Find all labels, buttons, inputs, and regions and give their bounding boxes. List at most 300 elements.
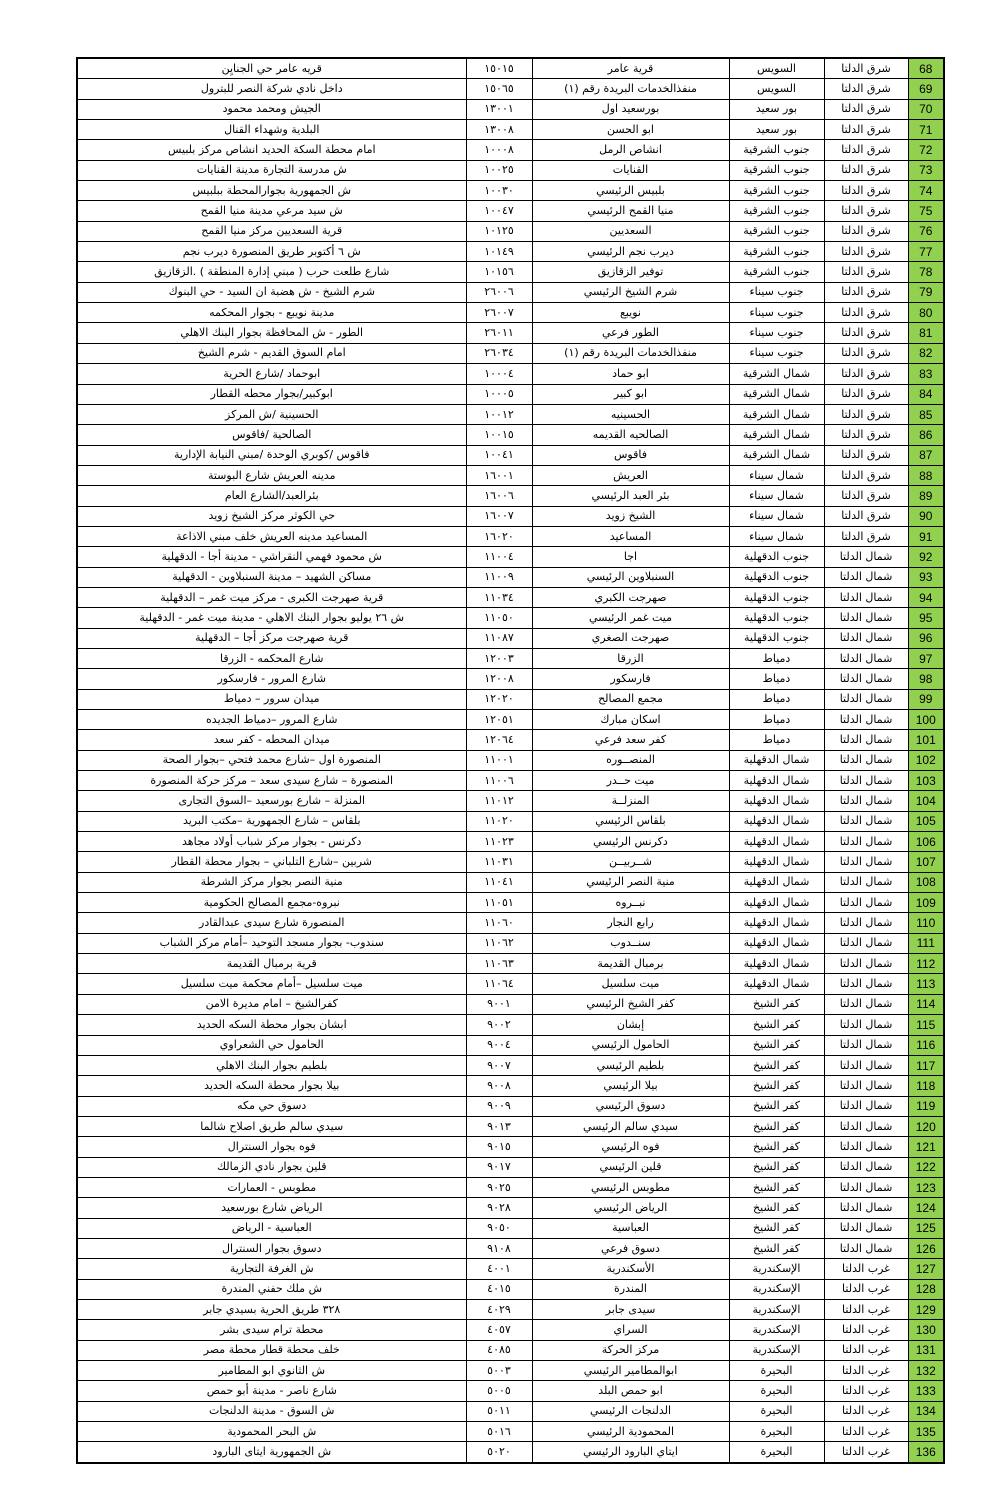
row-number: 115 <box>908 1015 944 1035</box>
area-cell: شمال الشرقية <box>729 445 824 465</box>
region-cell: شرق الدلتا <box>824 343 908 363</box>
office-name-cell: الشيخ زويد <box>532 506 729 526</box>
row-number: 86 <box>908 425 944 445</box>
area-cell: دمياط <box>729 669 824 689</box>
office-name-cell: بلبيس الرئيسي <box>532 181 729 201</box>
address-cell: منية النصر بجوار مركز الشرطة <box>77 872 466 892</box>
office-code-cell: ٩٠٥٠ <box>466 1218 532 1238</box>
office-code-cell: ١٠١٥٦ <box>466 262 532 282</box>
region-cell: شرق الدلتا <box>824 79 908 99</box>
office-code-cell: ١٠٠٠٨ <box>466 140 532 160</box>
office-name-cell: نويبع <box>532 303 729 323</box>
row-number: 120 <box>908 1116 944 1136</box>
table-row <box>77 201 944 221</box>
address-cell: شارع ناصر - مدينة أبو حمص <box>77 1381 466 1401</box>
office-code-cell: ١١٠٦٢ <box>466 933 532 953</box>
region-cell: شرق الدلتا <box>824 506 908 526</box>
region-cell: شمال الدلتا <box>824 567 908 587</box>
office-name-cell: ابو الحسن <box>532 120 729 140</box>
table-row <box>77 486 944 506</box>
address-cell: المنزلة – شارع بورسعيد –السوق التجارى <box>77 791 466 811</box>
office-name-cell: مجمع المصالح <box>532 689 729 709</box>
office-code-cell: ١٥٠١٥ <box>466 58 532 79</box>
table-row <box>77 1076 944 1096</box>
region-cell: شرق الدلتا <box>824 262 908 282</box>
area-cell: جنوب سيناء <box>729 323 824 343</box>
table-row <box>77 242 944 262</box>
area-cell: كفر الشيخ <box>729 1055 824 1075</box>
area-cell: كفر الشيخ <box>729 1218 824 1238</box>
address-cell: امام السوق القديم - شرم الشيخ <box>77 343 466 363</box>
address-cell: بئرالعبد/الشارع العام <box>77 486 466 506</box>
office-code-cell: ٤٠٥٧ <box>466 1320 532 1340</box>
region-cell: شمال الدلتا <box>824 750 908 770</box>
table-row <box>77 1137 944 1157</box>
region-cell: شمال الدلتا <box>824 608 908 628</box>
address-cell: قرية السعديين مركز منيا القمح <box>77 221 466 241</box>
area-cell: الإسكندرية <box>729 1259 824 1279</box>
region-cell: شمال الدلتا <box>824 1218 908 1238</box>
region-cell: شرق الدلتا <box>824 323 908 343</box>
office-code-cell: ٩٠٠٢ <box>466 1015 532 1035</box>
office-code-cell: ١١٠٢٠ <box>466 811 532 831</box>
office-name-cell: ميت غمر الرئيسي <box>532 608 729 628</box>
row-number: 123 <box>908 1177 944 1197</box>
address-cell: الحسينية /ش المركز <box>77 404 466 424</box>
area-cell: دمياط <box>729 689 824 709</box>
address-cell: العباسية - الرياض <box>77 1218 466 1238</box>
row-number: 129 <box>908 1299 944 1319</box>
address-cell: مدينة نويبع - بجوار المحكمه <box>77 303 466 323</box>
table-row <box>77 1035 944 1055</box>
row-number: 72 <box>908 140 944 160</box>
row-number: 108 <box>908 872 944 892</box>
region-cell: شمال الدلتا <box>824 710 908 730</box>
office-name-cell: شرم الشيخ الرئيسي <box>532 282 729 302</box>
office-code-cell: ٩٠٠٤ <box>466 1035 532 1055</box>
area-cell: شمال سيناء <box>729 486 824 506</box>
row-number: 103 <box>908 771 944 791</box>
region-cell: شمال الدلتا <box>824 954 908 974</box>
office-name-cell: السعديين <box>532 221 729 241</box>
area-cell: شمال الشرقية <box>729 364 824 384</box>
address-cell: بلقاس – شارع الجمهورية –مكتب البريد <box>77 811 466 831</box>
row-number: 78 <box>908 262 944 282</box>
address-cell: شربين –شارع التلباني – بجوار محطة القطار <box>77 852 466 872</box>
address-cell: مدينه العريش شارع البوستة <box>77 465 466 485</box>
address-cell: ش ملك حفني المندرة <box>77 1279 466 1299</box>
region-cell: شمال الدلتا <box>824 1096 908 1116</box>
region-cell: شرق الدلتا <box>824 201 908 221</box>
office-code-cell: ١١٠٥٠ <box>466 608 532 628</box>
address-cell: الحامول حي الشعراوي <box>77 1035 466 1055</box>
office-name-cell: سنــدوب <box>532 933 729 953</box>
region-cell: غرب الدلتا <box>824 1442 908 1463</box>
table-row <box>77 669 944 689</box>
table-row <box>77 282 944 302</box>
office-code-cell: ١١٠٦٤ <box>466 974 532 994</box>
office-code-cell: ٤٠٨٥ <box>466 1340 532 1360</box>
office-name-cell: المنزلــة <box>532 791 729 811</box>
area-cell: البحيرة <box>729 1401 824 1421</box>
office-name-cell: صهرجت الكبري <box>532 587 729 607</box>
region-cell: شمال الدلتا <box>824 933 908 953</box>
office-name-cell: الطور فرعي <box>532 323 729 343</box>
area-cell: السويس <box>729 79 824 99</box>
table-row <box>77 791 944 811</box>
area-cell: شمال الشرقية <box>729 404 824 424</box>
region-cell: غرب الدلتا <box>824 1320 908 1340</box>
row-number: 87 <box>908 445 944 465</box>
area-cell: جنوب الدقهلية <box>729 608 824 628</box>
address-cell: بيلا بجوار محطة السكه الحديد <box>77 1076 466 1096</box>
area-cell: السويس <box>729 58 824 79</box>
office-name-cell: الرياض الرئيسي <box>532 1198 729 1218</box>
row-number: 90 <box>908 506 944 526</box>
table-row <box>77 445 944 465</box>
office-code-cell: ١١٠٠١ <box>466 750 532 770</box>
office-code-cell: ١٠٠٠٥ <box>466 384 532 404</box>
area-cell: جنوب الشرقية <box>729 140 824 160</box>
region-cell: شمال الدلتا <box>824 1116 908 1136</box>
table-row <box>77 913 944 933</box>
region-cell: شمال الدلتا <box>824 1238 908 1258</box>
area-cell: جنوب الدقهلية <box>729 628 824 648</box>
row-number: 130 <box>908 1320 944 1340</box>
office-name-cell: فاقوس <box>532 445 729 465</box>
office-name-cell: برمبال القديمة <box>532 954 729 974</box>
region-cell: شرق الدلتا <box>824 58 908 79</box>
address-cell: نبروه-مجمع المصالح الحكومية <box>77 893 466 913</box>
row-number: 127 <box>908 1259 944 1279</box>
address-cell: كفرالشيخ – امام مديرة الامن <box>77 994 466 1014</box>
address-cell: قرية صهرجت مركز أجا – الدقهلية <box>77 628 466 648</box>
row-number: 102 <box>908 750 944 770</box>
row-number: 71 <box>908 120 944 140</box>
post-offices-table <box>76 57 945 1464</box>
office-name-cell: كفر الشيخ الرئيسي <box>532 994 729 1014</box>
table-row <box>77 547 944 567</box>
address-cell: ش مدرسة التجارة مدينة القنايات <box>77 160 466 180</box>
row-number: 101 <box>908 730 944 750</box>
row-number: 70 <box>908 99 944 119</box>
area-cell: شمال الدقهلية <box>729 791 824 811</box>
table-row <box>77 648 944 668</box>
address-cell: قلين بجوار نادي الزمالك <box>77 1157 466 1177</box>
table-row <box>77 1259 944 1279</box>
row-number: 74 <box>908 181 944 201</box>
office-code-cell: ١٠٠٠٤ <box>466 364 532 384</box>
office-code-cell: ٤٠٠١ <box>466 1259 532 1279</box>
row-number: 117 <box>908 1055 944 1075</box>
office-name-cell: فارسكور <box>532 669 729 689</box>
office-name-cell: كفر سعد فرعي <box>532 730 729 750</box>
region-cell: شمال الدلتا <box>824 974 908 994</box>
office-name-cell: السنبلاوين الرئيسي <box>532 567 729 587</box>
address-cell: بلطيم بجوار البنك الاهلي <box>77 1055 466 1075</box>
area-cell: شمال سيناء <box>729 465 824 485</box>
office-code-cell: ٥٠٠٥ <box>466 1381 532 1401</box>
area-cell: جنوب الدقهلية <box>729 547 824 567</box>
area-cell: كفر الشيخ <box>729 1015 824 1035</box>
office-code-cell: ١٣٠٠٨ <box>466 120 532 140</box>
row-number: 110 <box>908 913 944 933</box>
row-number: 119 <box>908 1096 944 1116</box>
office-name-cell: القنايات <box>532 160 729 180</box>
office-code-cell: ٥٠١٦ <box>466 1422 532 1442</box>
address-cell: فاقوس /كوبري الوحدة /مبني النيابة الإدارية <box>77 445 466 465</box>
area-cell: شمال الدقهلية <box>729 893 824 913</box>
region-cell: شرق الدلتا <box>824 465 908 485</box>
table-row <box>77 567 944 587</box>
address-cell: ش ٢٦ يوليو بجوار البنك الاهلي - مدينة ميت غمر - الدقهلية <box>77 608 466 628</box>
office-name-cell: دسوق فرعي <box>532 1238 729 1258</box>
office-code-cell: ١١٠٦٣ <box>466 954 532 974</box>
area-cell: جنوب الشرقية <box>729 242 824 262</box>
address-cell: سيدي سالم طريق اصلاح شالما <box>77 1116 466 1136</box>
row-number: 131 <box>908 1340 944 1360</box>
area-cell: جنوب سيناء <box>729 343 824 363</box>
office-code-cell: ١٠٠١٢ <box>466 404 532 424</box>
table-row <box>77 404 944 424</box>
table-row <box>77 221 944 241</box>
area-cell: جنوب الشرقية <box>729 221 824 241</box>
office-name-cell: المنصــوره <box>532 750 729 770</box>
office-name-cell: ميت حــدر <box>532 771 729 791</box>
office-name-cell: ابو حمص البلد <box>532 1381 729 1401</box>
office-name-cell: الحامول الرئيسي <box>532 1035 729 1055</box>
office-name-cell: توفير الزقازيق <box>532 262 729 282</box>
row-number: 82 <box>908 343 944 363</box>
office-code-cell: ٩٠١٧ <box>466 1157 532 1177</box>
office-code-cell: ٩٠٠٩ <box>466 1096 532 1116</box>
address-cell: ميدان المحطه - كفر سعد <box>77 730 466 750</box>
address-cell: ش الجمهورية ايتاى البارود <box>77 1442 466 1463</box>
office-code-cell: ١٠٠٤٧ <box>466 201 532 221</box>
office-name-cell: منية النصر الرئيسي <box>532 872 729 892</box>
office-name-cell: بيلا الرئيسي <box>532 1076 729 1096</box>
office-name-cell: بلطيم الرئيسي <box>532 1055 729 1075</box>
office-code-cell: ١٠٠١٥ <box>466 425 532 445</box>
area-cell: شمال الدقهلية <box>729 811 824 831</box>
address-cell: شرم الشيخ - ش هضبة ان السيد - حي البنوك <box>77 282 466 302</box>
row-number: 98 <box>908 669 944 689</box>
office-code-cell: ٥٠٠٣ <box>466 1361 532 1381</box>
region-cell: شمال الدلتا <box>824 913 908 933</box>
area-cell: الإسكندرية <box>729 1299 824 1319</box>
table-row <box>77 1361 944 1381</box>
region-cell: غرب الدلتا <box>824 1361 908 1381</box>
area-cell: شمال الدقهلية <box>729 852 824 872</box>
area-cell: شمال سيناء <box>729 506 824 526</box>
area-cell: شمال الشرقية <box>729 384 824 404</box>
area-cell: جنوب سيناء <box>729 303 824 323</box>
office-name-cell: المحمودية الرئيسي <box>532 1422 729 1442</box>
area-cell: بور سعيد <box>729 120 824 140</box>
address-cell: المنصورة – شارع سيدى سعد – مركز حركة المنصورة <box>77 771 466 791</box>
address-cell: ش الجمهورية بجوارالمحطة ببلبيس <box>77 181 466 201</box>
region-cell: شرق الدلتا <box>824 445 908 465</box>
region-cell: شمال الدلتا <box>824 1015 908 1035</box>
region-cell: شمال الدلتا <box>824 669 908 689</box>
address-cell: ش الثانوي ابو المطامير <box>77 1361 466 1381</box>
office-name-cell: المندرة <box>532 1279 729 1299</box>
office-name-cell: منفذالخدمات البريدة رقم (١) <box>532 343 729 363</box>
office-code-cell: ١٦٠٠٧ <box>466 506 532 526</box>
row-number: 75 <box>908 201 944 221</box>
table-row <box>77 872 944 892</box>
table-row <box>77 1442 944 1463</box>
region-cell: شمال الدلتا <box>824 1177 908 1197</box>
region-cell: شرق الدلتا <box>824 384 908 404</box>
area-cell: كفر الشيخ <box>729 1137 824 1157</box>
address-cell: الطور - ش المحافظة بجوار البنك الاهلي <box>77 323 466 343</box>
region-cell: غرب الدلتا <box>824 1422 908 1442</box>
office-name-cell: الزرقا <box>532 648 729 668</box>
address-cell: البلدية وشهداء القنال <box>77 120 466 140</box>
row-number: 133 <box>908 1381 944 1401</box>
area-cell: كفر الشيخ <box>729 1198 824 1218</box>
office-name-cell: رابع النجار <box>532 913 729 933</box>
region-cell: شرق الدلتا <box>824 99 908 119</box>
row-number: 111 <box>908 933 944 953</box>
office-code-cell: ١٠٠٤١ <box>466 445 532 465</box>
office-code-cell: ١٣٠٠١ <box>466 99 532 119</box>
region-cell: غرب الدلتا <box>824 1259 908 1279</box>
row-number: 83 <box>908 364 944 384</box>
office-name-cell: اجا <box>532 547 729 567</box>
office-name-cell: الصالحيه القديمه <box>532 425 729 445</box>
address-cell: ش ٦ أكتوبر طريق المنصورة ديرب نجم <box>77 242 466 262</box>
office-name-cell: منيا القمح الرئيسي <box>532 201 729 221</box>
table-row <box>77 852 944 872</box>
office-code-cell: ١١٠٠٤ <box>466 547 532 567</box>
table-row <box>77 1177 944 1197</box>
address-cell: ش محمود فهمي النقراشي - مدينة أجا - الدقهلية <box>77 547 466 567</box>
table-row <box>77 1198 944 1218</box>
office-code-cell: ١٢٠٠٣ <box>466 648 532 668</box>
office-name-cell: العريش <box>532 465 729 485</box>
office-code-cell: ١١٠٤١ <box>466 872 532 892</box>
address-cell: دسوق حي مكه <box>77 1096 466 1116</box>
row-number: 125 <box>908 1218 944 1238</box>
office-name-cell: العباسية <box>532 1218 729 1238</box>
table-row <box>77 465 944 485</box>
row-number: 132 <box>908 1361 944 1381</box>
region-cell: شرق الدلتا <box>824 221 908 241</box>
area-cell: كفر الشيخ <box>729 1096 824 1116</box>
office-code-cell: ٢٦٠١١ <box>466 323 532 343</box>
area-cell: البحيرة <box>729 1442 824 1463</box>
row-number: 126 <box>908 1238 944 1258</box>
office-code-cell: ١٠١٢٥ <box>466 221 532 241</box>
row-number: 94 <box>908 587 944 607</box>
region-cell: شمال الدلتا <box>824 648 908 668</box>
address-cell: سندوب- بجوار مسجد التوحيد –أمام مركز الشباب <box>77 933 466 953</box>
region-cell: شمال الدلتا <box>824 1137 908 1157</box>
table-row <box>77 181 944 201</box>
table-row <box>77 323 944 343</box>
address-cell: قرية صهرجت الكبرى - مركز ميت غمر – الدقهلية <box>77 587 466 607</box>
office-code-cell: ٤٠١٥ <box>466 1279 532 1299</box>
region-cell: شرق الدلتا <box>824 404 908 424</box>
table-row <box>77 954 944 974</box>
office-name-cell: بئر العبد الرئيسي <box>532 486 729 506</box>
region-cell: شمال الدلتا <box>824 1076 908 1096</box>
office-code-cell: ٥٠٢٠ <box>466 1442 532 1463</box>
office-name-cell: الأسكندرية <box>532 1259 729 1279</box>
row-number: 112 <box>908 954 944 974</box>
region-cell: شمال الدلتا <box>824 628 908 648</box>
office-name-cell: نبــروه <box>532 893 729 913</box>
office-name-cell: بلقاس الرئيسي <box>532 811 729 831</box>
address-cell: ش السوق - مدينة الدلنجات <box>77 1401 466 1421</box>
area-cell: البحيرة <box>729 1422 824 1442</box>
table-row <box>77 771 944 791</box>
table-row <box>77 1340 944 1360</box>
office-name-cell: المساعيد <box>532 526 729 546</box>
table-row <box>77 364 944 384</box>
area-cell: كفر الشيخ <box>729 1157 824 1177</box>
address-cell: شارع المحكمه - الزرقا <box>77 648 466 668</box>
office-code-cell: ١١٠٦٠ <box>466 913 532 933</box>
row-number: 80 <box>908 303 944 323</box>
office-code-cell: ٩٠٠٨ <box>466 1076 532 1096</box>
table-row <box>77 384 944 404</box>
table-row <box>77 303 944 323</box>
region-cell: غرب الدلتا <box>824 1279 908 1299</box>
office-name-cell: سيدي سالم الرئيسي <box>532 1116 729 1136</box>
office-name-cell: الدلنجات الرئيسي <box>532 1401 729 1421</box>
address-cell: خلف محطة قطار محطة مصر <box>77 1340 466 1360</box>
table-row <box>77 730 944 750</box>
row-number: 68 <box>908 58 944 79</box>
area-cell: كفر الشيخ <box>729 1035 824 1055</box>
address-cell: امام محطة السكة الحديد انشاص مركز بلبيس <box>77 140 466 160</box>
row-number: 93 <box>908 567 944 587</box>
office-name-cell: ابو كبير <box>532 384 729 404</box>
area-cell: جنوب الشرقية <box>729 201 824 221</box>
area-cell: جنوب الشرقية <box>729 262 824 282</box>
region-cell: شرق الدلتا <box>824 140 908 160</box>
office-code-cell: ١٦٠٠٦ <box>466 486 532 506</box>
row-number: 122 <box>908 1157 944 1177</box>
region-cell: شمال الدلتا <box>824 791 908 811</box>
region-cell: شرق الدلتا <box>824 303 908 323</box>
office-name-cell: دكرنس الرئيسي <box>532 832 729 852</box>
area-cell: شمال الدقهلية <box>729 750 824 770</box>
area-cell: شمال الدقهلية <box>729 771 824 791</box>
table-row <box>77 608 944 628</box>
area-cell: كفر الشيخ <box>729 1076 824 1096</box>
table-row <box>77 120 944 140</box>
row-number: 73 <box>908 160 944 180</box>
office-code-cell: ١١٠٣١ <box>466 852 532 872</box>
address-cell: ابوحماد /شارع الحرية <box>77 364 466 384</box>
row-number: 121 <box>908 1137 944 1157</box>
area-cell: شمال الدقهلية <box>729 913 824 933</box>
office-code-cell: ١١٠٥١ <box>466 893 532 913</box>
area-cell: دمياط <box>729 710 824 730</box>
row-number: 76 <box>908 221 944 241</box>
office-name-cell: صهرجت الصغري <box>532 628 729 648</box>
office-code-cell: ٩٠٢٥ <box>466 1177 532 1197</box>
row-number: 91 <box>908 526 944 546</box>
area-cell: البحيرة <box>729 1361 824 1381</box>
area-cell: شمال الدقهلية <box>729 933 824 953</box>
office-name-cell: ايتاي البارود الرئيسي <box>532 1442 729 1463</box>
region-cell: شمال الدلتا <box>824 1055 908 1075</box>
